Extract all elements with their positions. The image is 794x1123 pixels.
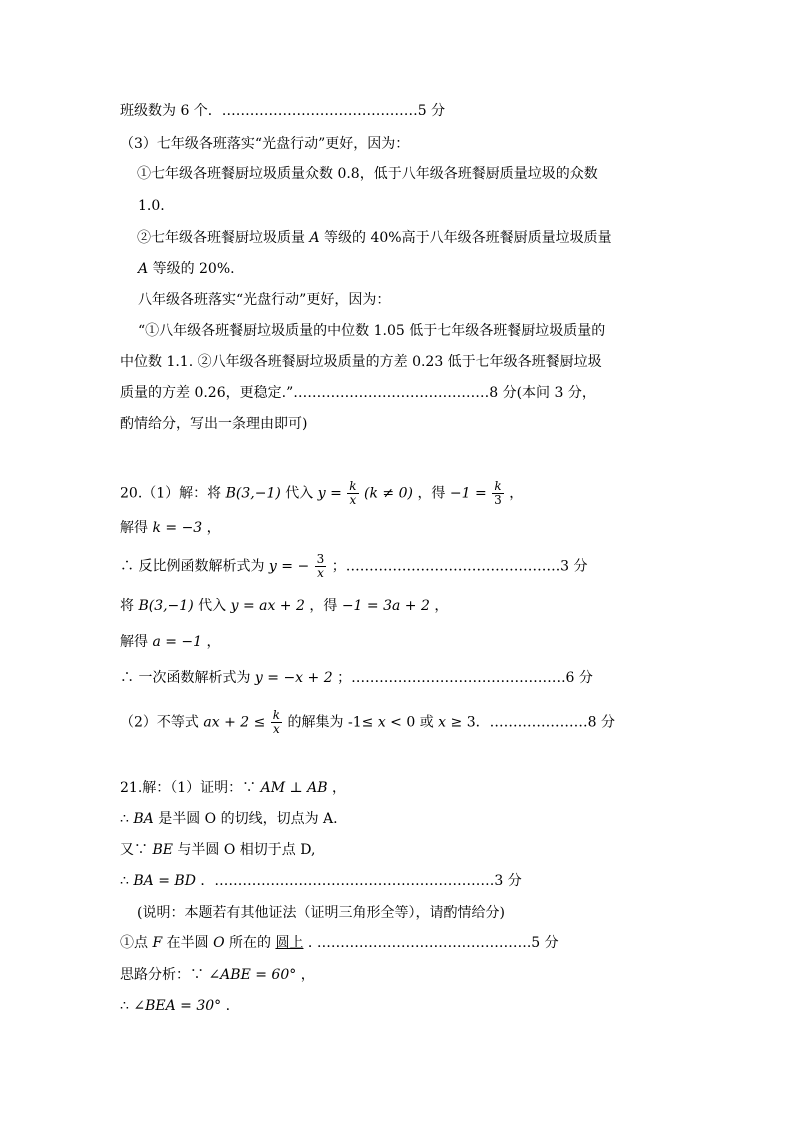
s19-text-5a: ②七年级各班餐厨垃圾质量	[137, 230, 305, 246]
s20-eq-linear-result: y = −x + 2	[254, 670, 333, 686]
s21-line-5	[137, 903, 505, 923]
s21-line-8	[120, 996, 230, 1016]
s19-text-5c: 等级的 40%高于八年级各班餐厨质量垃圾质量	[324, 230, 612, 246]
s19-line-10	[120, 383, 596, 403]
s20-text-7a: （2）不等式	[120, 714, 199, 731]
s20-text-7f: < 0 或	[390, 714, 434, 731]
s20-text-6c: ；……………………………………….6 分	[337, 670, 593, 686]
s20-frac-k-3-den: 3	[494, 493, 502, 507]
s20-eq-yneg: y = −	[268, 558, 310, 575]
s21-text-4a: ∴	[120, 873, 129, 889]
s20-point-b-2: B(3,−1)	[138, 598, 194, 614]
s21-eq-perp: AM ⊥ AB	[260, 780, 328, 796]
s19-text-5b: A	[309, 230, 320, 246]
s21-point-o: O	[213, 935, 225, 951]
s19-text-1: 班级数为 6 个．……………………………………5 分	[120, 103, 446, 119]
s20-text-6a: ∴ 一次函数解析式为	[120, 670, 251, 686]
s20-text-2a: 解得	[120, 520, 148, 536]
s21-line-4	[120, 871, 522, 891]
s21-eq-ba-bd: BA = BD	[133, 873, 196, 889]
s20-eq-linear: y = ax + 2	[230, 598, 305, 614]
s19-text-6b: 等级的 20%.	[152, 261, 235, 277]
s19-text-2: （3）七年级各班落实“光盘行动”更好，因为：	[120, 136, 410, 152]
s19-text-11: 酌情给分，写出一条理由即可)	[120, 416, 308, 432]
s20-text-5c: ，	[206, 634, 221, 650]
s20-text-7d: 的解集为 -1≤	[287, 714, 374, 731]
s21-text-6c: 在半圆	[166, 935, 209, 951]
s20-text-1c: 代入	[285, 485, 314, 502]
s20-text-1a: 20.（1）解：将	[120, 485, 222, 502]
s19-line-7	[138, 290, 390, 310]
s21-text-5: (说明：本题若有其他证法（证明三角形全等），请酌情给分)	[137, 905, 505, 921]
s19-text-3: ①七年级各班餐厨垃圾质量众数 0.8，低于八年级各班餐厨质量垃圾的众数	[137, 166, 598, 182]
s20-text-1g: ，得	[417, 485, 446, 502]
s20-eq-a: a = −1	[152, 634, 203, 650]
s21-text-6a: ①点	[120, 935, 148, 951]
s21-text-1c: ，	[332, 780, 346, 796]
s20-line-6	[120, 668, 593, 688]
s19-line-6	[138, 259, 235, 279]
s21-angle-bea: ∠BEA = 30°	[133, 998, 222, 1014]
s19-line-11	[120, 414, 307, 434]
s19-line-2	[120, 134, 409, 154]
s20-cond-k: (k ≠ 0)	[364, 485, 413, 502]
s21-text-2c: 是半圆 O 的切线，切点为 A.	[158, 811, 338, 827]
s21-text-1a: 21.解：（1）证明：∵	[120, 780, 257, 796]
s20-text-3d: ；……………………………………….3 分	[331, 558, 588, 575]
s20-text-2c: ，	[206, 520, 221, 536]
s21-text-8c: .	[225, 998, 231, 1014]
s20-frac-k-x	[347, 480, 358, 507]
s20-frac-k-x-2	[271, 709, 282, 736]
s19-line-4	[138, 196, 165, 216]
s20-line-3	[120, 553, 588, 580]
s19-text-4: 1.0.	[138, 198, 165, 214]
s19-text-8: “①八年级各班餐厨垃圾质量的中位数 1.05 低于七年级各班餐厨垃圾质量的	[138, 323, 606, 339]
s21-text-2a: ∴	[120, 811, 129, 827]
s20-frac-3-x-den: x	[317, 566, 324, 580]
s21-point-f: F	[152, 935, 163, 951]
s20-text-3a: ∴ 反比例函数解析式为	[120, 558, 265, 575]
s19-line-9	[120, 352, 602, 372]
s20-var-x-1: x	[377, 714, 386, 731]
s21-text-8a: ∴	[120, 998, 129, 1014]
s20-line-1	[120, 480, 523, 507]
s20-text-4g: ，	[434, 598, 449, 614]
s19-line-8	[138, 321, 605, 341]
s21-text-7c: ，	[300, 967, 315, 983]
s19-line-1	[120, 101, 445, 121]
s21-line-7	[120, 965, 315, 985]
s21-text-4c: ．……………………………………………………3 分	[200, 873, 522, 889]
s21-seg-be: BE	[152, 842, 173, 858]
s20-line-4	[120, 596, 448, 616]
s20-eq-k: k = −3	[152, 520, 203, 536]
s20-ineq-left: ax + 2 ≤	[203, 714, 266, 731]
s20-line-5	[120, 632, 221, 652]
s20-frac-3-x-num: 3	[316, 552, 325, 566]
s21-angle-abe: ∠ABE = 60°	[208, 967, 297, 983]
s20-eq-y: y =	[317, 485, 342, 502]
s19-line-5	[137, 228, 612, 248]
s21-text-3a: 又∵	[120, 842, 148, 858]
s21-text-6e: 所在的	[229, 935, 272, 951]
s21-text-3c: 与半圆 O 相切于点 D,	[177, 842, 316, 858]
s20-frac-3-x	[315, 553, 327, 580]
s19-text-10: 质量的方差 0.26，更稳定.”……………………………………8 分(本问 3 分，	[120, 385, 596, 401]
s19-text-6a: A	[138, 261, 149, 277]
s21-line-6	[120, 933, 559, 953]
s21-seg-ba: BA	[133, 811, 154, 827]
s20-line-7	[120, 709, 615, 736]
s20-eq-sub: −1 = 3a + 2	[341, 598, 430, 614]
s19-text-7: 八年级各班落实“光盘行动”更好，因为：	[138, 292, 391, 308]
s20-frac-k-3-num: k	[492, 480, 504, 494]
s21-text-7a: 思路分析：∵	[120, 967, 204, 983]
s21-line-2	[120, 809, 338, 829]
s20-var-x-2: x	[438, 714, 447, 731]
s20-text-7h: ≥ 3．…………………8 分	[450, 714, 615, 731]
s20-frac-k-3	[492, 480, 504, 507]
s20-text-5a: 解得	[120, 634, 148, 650]
s21-text-circle: 圆上	[275, 935, 304, 951]
s20-text-4e: ，得	[309, 598, 338, 614]
s20-eq-neg1: −1 =	[449, 485, 487, 502]
s20-line-2	[120, 518, 221, 538]
s21-text-6g: . ……………………………………….5 分	[307, 935, 559, 951]
s19-text-9: 中位数 1.1. ②八年级各班餐厨垃圾质量的方差 0.23 低于七年级各班餐厨垃圾	[120, 354, 602, 370]
s21-line-3	[120, 840, 315, 860]
s19-line-3	[137, 164, 598, 184]
s20-text-4a: 将	[120, 598, 134, 614]
s20-point-b: B(3,−1)	[225, 485, 281, 502]
s20-text-1j: ，	[509, 485, 524, 502]
s20-frac-k-x-num: k	[349, 479, 357, 493]
s21-line-1	[120, 778, 346, 798]
s20-frac-k-x-2-den: x	[273, 722, 280, 736]
s20-frac-k-x-den: x	[349, 493, 357, 507]
s20-text-4c: 代入	[198, 598, 227, 614]
s20-frac-k-x-2-num: k	[272, 708, 281, 722]
